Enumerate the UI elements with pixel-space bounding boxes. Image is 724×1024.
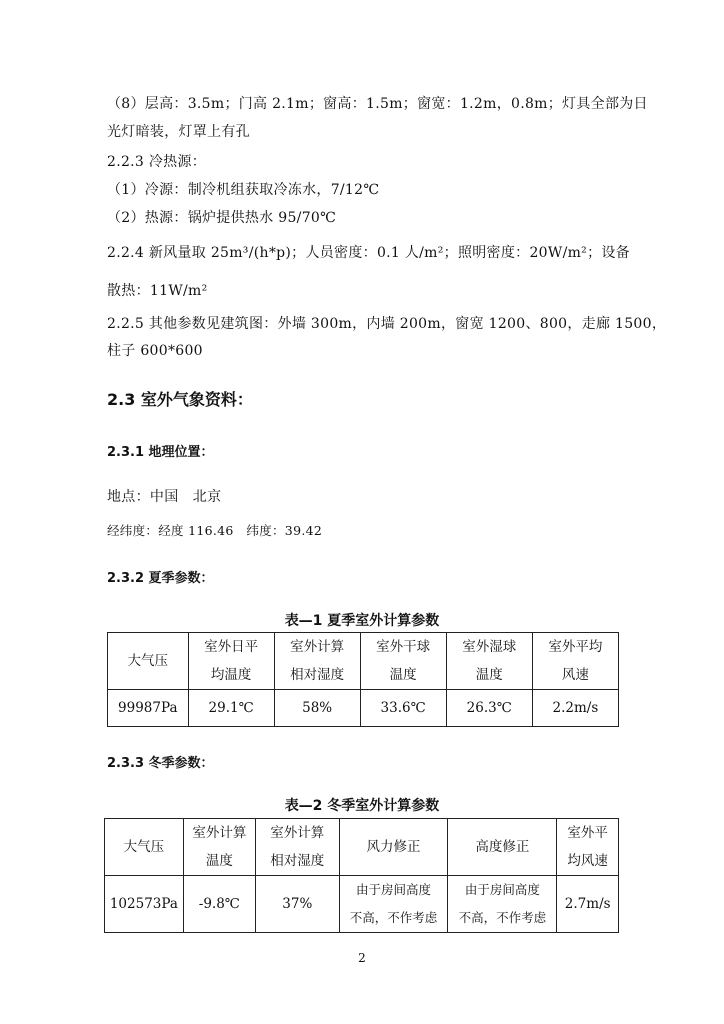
header-cell: 室外平均 风速 [532, 633, 618, 690]
header-cell: 大气压 [108, 633, 189, 690]
table-row [105, 876, 619, 933]
header-cell: 室外干球 温度 [360, 633, 446, 690]
table-cell: 102573Pa [105, 876, 184, 933]
header-cell: 室外计算 相对湿度 [255, 819, 339, 876]
header-cell: 室外平 均风速 [557, 819, 619, 876]
section-224-line2: 散热：11W/m² [107, 283, 208, 299]
table-row [108, 690, 619, 727]
section-23-heading: 2.3 室外气象资料： [107, 390, 253, 409]
winter-table-caption: 表—2 冬季室外计算参数 [284, 798, 440, 814]
header-cell: 室外日平 均温度 [188, 633, 274, 690]
table-cell: 由于房间高度 不高，不作考虑 [339, 876, 448, 933]
header-cell: 高度修正 [448, 819, 557, 876]
table-cell: 2.2m/s [532, 690, 618, 727]
location-line: 地点：中国 北京 [107, 489, 222, 505]
item8-line1: （8）层高：3.5m；门高 2.1m；窗高：1.5m；窗宽：1.2m，0.8m；灯具全部为日 [107, 96, 648, 112]
summer-table-caption: 表—1 夏季室外计算参数 [284, 613, 440, 629]
item8-line2: 光灯暗装，灯罩上有孔 [107, 124, 250, 140]
table-header-row [105, 819, 619, 876]
header-cell: 室外计算 相对湿度 [274, 633, 360, 690]
section-225-line1: 2.2.5 其他参数见建筑图：外墙 300m，内墙 200m，窗宽 1200、800，走廊 1500， [107, 316, 667, 332]
section-224-line1: 2.2.4 新风量取 25m³/(h*p)；人员密度：0.1 人/m²；照明密度：20W/m²；设备 [107, 245, 630, 261]
header-cell: 大气压 [105, 819, 184, 876]
table-cell: 26.3℃ [446, 690, 532, 727]
section-232-heading: 2.3.2 夏季参数： [107, 571, 214, 586]
table-cell: 37% [255, 876, 339, 933]
header-cell: 室外湿球 温度 [446, 633, 532, 690]
cold-source-line: （1）冷源：制冷机组获取冷冻水，7/12℃ [107, 182, 380, 198]
table-cell: -9.8℃ [183, 876, 255, 933]
header-cell: 风力修正 [339, 819, 448, 876]
table-cell: 由于房间高度 不高，不作考虑 [448, 876, 557, 933]
winter-parameters-table [104, 818, 619, 933]
section-225-line2: 柱子 600*600 [107, 343, 203, 359]
page-number: 2 [358, 951, 366, 965]
section-233-heading: 2.3.3 冬季参数： [107, 756, 214, 771]
summer-parameters-table [107, 632, 619, 727]
table-header-row [108, 633, 619, 690]
section-231-heading: 2.3.1 地理位置： [107, 445, 214, 460]
table-cell: 58% [274, 690, 360, 727]
coordinates-line: 经纬度：经度 116.46 纬度：39.42 [107, 523, 323, 538]
header-cell: 室外计算 温度 [183, 819, 255, 876]
table-cell: 29.1℃ [188, 690, 274, 727]
table-cell: 99987Pa [108, 690, 189, 727]
section-223-heading: 2.2.3 冷热源： [107, 154, 207, 170]
table-cell: 2.7m/s [557, 876, 619, 933]
heat-source-line: （2）热源：锅炉提供热水 95/70℃ [107, 210, 337, 226]
table-cell: 33.6℃ [360, 690, 446, 727]
